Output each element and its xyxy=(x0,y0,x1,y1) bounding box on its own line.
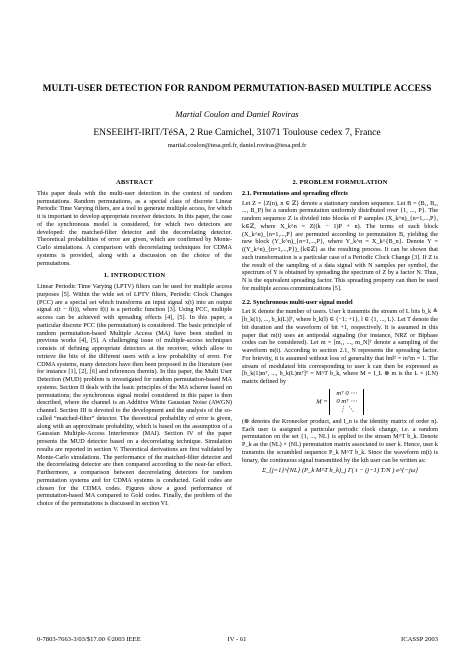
matrix-equation xyxy=(242,389,438,415)
abstract-heading: ABSTRACT xyxy=(116,179,153,186)
footer-copyright: 0-7803-7663-3/03/$17.00 ©2003 IEEE xyxy=(37,636,141,643)
paper-emails: martial.coulon@tesa.prd.fr, daniel.roviras@tesa.prd.fr xyxy=(167,142,307,149)
footer-page-number: IV - 61 xyxy=(227,636,247,643)
subsection-heading-2-1: 2.1. Permutations and spreading effects xyxy=(242,189,348,197)
matrix-row: 0 mᵀ ⋯ xyxy=(336,397,357,405)
footer-conference: ICASSP 2003 xyxy=(401,636,438,643)
intro-heading: 1. INTRODUCTION xyxy=(103,272,166,280)
subsection-heading-2-2: 2.2. Synchronous multi-user signal model xyxy=(242,298,353,306)
right-column xyxy=(242,179,438,475)
abstract-text: This paper deals with the multi-user detection in the context of random permutations. Random permutations, as a special class of discrete Linear Periodic Time Varying filters, are a tool to generate multiple access, for which it is important to develop appropriate receiver detectors. In this paper, the case of the synchronous model is considered, for which two detectors are developed: the matched-filter detector and the decorrelating detector. Theoretical probabilities of error are given, which are confirmed by Monte-Carlo simulations. A comparison with decorrelating techniques for CDMA systems is provided, along with a discussion on the choice of the permutations. xyxy=(37,189,232,267)
paper-authors: Martial Coulon and Daniel Roviras xyxy=(175,109,299,119)
matrix-body xyxy=(329,389,364,415)
matrix-row: ⋮ ⋱ xyxy=(339,405,355,413)
intro-text: Linear Periodic Time Varying (LPTV) filters can be used for multiple access purposes [5]. Within the wide set of LPTV filters, Periodic Clock Changes (PCC) are a special set which transforms an input signal x(t) into an output signal z(t − f(t)), where f(t) is a periodic function [3]. Using PCC, multiple access can be achieved with spreading effects [4], [5]. In this paper, a particular discrete PCC (the permutation) is considered. The basic principle of random permutation-based Multiple Access (MA) have been studied in previous works [4], [5]. A challenging issue of multiple-access techniques consists of defining appropriate detectors at the receiver, which allow to retrieve the bits of the different users with a low probability of error. For CDMA systems, many detectors have then been proposed in the literature (see for instance [1], [2], [6] and references therein). In this paper, the Multi User Detection (MUD) problem is investigated for random permutation-based MA systems. Section II deals with the basic principles of the MA scheme based on permutations; the synchronous signal model considered in this paper is then described, where the channel is an Additive White Gaussian Noise (AWGN) channel. Section III is devoted to the development and the analysis of the so-called “matched-filter” detector. The theoretical probability of error is given, along with an approximate probability, which is based on the assumption of a Gaussian Multiple-Access Interference (MAI). Section IV of the paper presents the MUD detector based on a decorrelating technique. Simulation results are reported in section V. Theoretical derivations are first validated by Monte-Carlo simulations. The performance of the matched-filter detector and the decorrelating detector are then compared according to the near-far effect. Furthermore, a comparison between decorrelating detectors for random permutation systems and for CDMA systems is conducted. Gold codes are chosen for the CDMA codes. Figures show a good performance of permutation-based MA compared to Gold codes. Finally, the problem of the choice of the permutations is discussed in section VI. xyxy=(37,283,232,507)
left-column xyxy=(37,179,232,508)
matrix-label: M = xyxy=(316,398,328,406)
subsection-text-2-2b: (⊗ denotes the Kronecker product, and I_n is the identity matrix of order n). Each user is assigned a particular periodic clock change, i.e. a random permutation on the set {1, ..., NL} is applied to the stream M^T b_k. Denote P_k as the (NL) × (NL) permutation matrix associated to user k. Hence, user k transmits the scrambled sequence P_k M^T b_k. Since the waveform m(t) is binary, the continuous signal transmitted by the kth user can be written as: xyxy=(242,417,438,464)
formulation-heading: 2. PROBLEM FORMULATION xyxy=(292,179,388,186)
signal-equation: Σ_{j=1}^{NL} (P_k M^T b_k)_j Γ( t − (j−1) T/N ) e^{−jω} xyxy=(262,467,418,475)
matrix-row: mᵀ 0 ⋯ xyxy=(336,389,357,397)
paper-affiliation: ENSEEIHT-IRIT/TéSA, 2 Rue Camichel, 31071 Toulouse cedex 7, France xyxy=(93,127,381,138)
paper-title: MULTI-USER DETECTION FOR RANDOM PERMUTATION-BASED MULTIPLE ACCESS xyxy=(42,84,432,94)
subsection-text-2-2a: Let K denote the number of users. User k transmits the stream of L bits b_k ≜ [b_k(1), ..., b_k(L)]ᵀ, where b_k(l) ∈ {−1; +1}, l ∈ {1, ..., L}. Let T denote the bit duration and the waveform of bit +1, respectively. It is assumed in this paper that m(t) uses an antipodal signaling (for instance, NRZ or Biphase codes can be considered). Let m = [m₁, ..., m_N]ᵀ denote a sampling of the waveform m(t). According to section 2.1, N represents the spreading factor. For brievity, it is assumed without loss of generality that ‖m‖² = mᵀm = 1. The stream of modulated bits corresponding to user k can then be expressed as [b_k(1)mᵀ, ..., b_k(L)mᵀ]ᵀ = M^T b_k, where M = I_L ⊗ m is the L × (LN) matrix defined by xyxy=(242,308,438,385)
subsection-text-2-1: Let Z = {Z(n), n ∈ ℤ} denote a stationary random sequence. Let B = (B₁, B₂, ..., B_P) be a random permutation uniformly distributed over {1, ..., P}. The random sequence Z is divided into blocks of P samples (X_k^n)_{n=1,...,P}, k∈ℤ, where X_k^n = Z((k − 1)P + n). The terms of each block (X_k^n)_{n=1,...,P} are permuted according to permutation B, yielding the new block (Y_k^n)_{n=1,...,P}, where Y_k^n = X_k^{B_n}. Denote Y = ((Y_k^n)_{n=1,...,P})_{k∈ℤ} as the resulting process. It can be shown that such transformation is a particular case of a Periodic Clock Change [3]. If Z is the result of the sampling of a data signal with N samples per symbol, the spectrum of Y is obtained by spreading the spectrum of Z by a factor N. Thus, N is the equivalent spreading factor. This spreading property can then be used for multiple access communications [5]. xyxy=(242,199,438,292)
